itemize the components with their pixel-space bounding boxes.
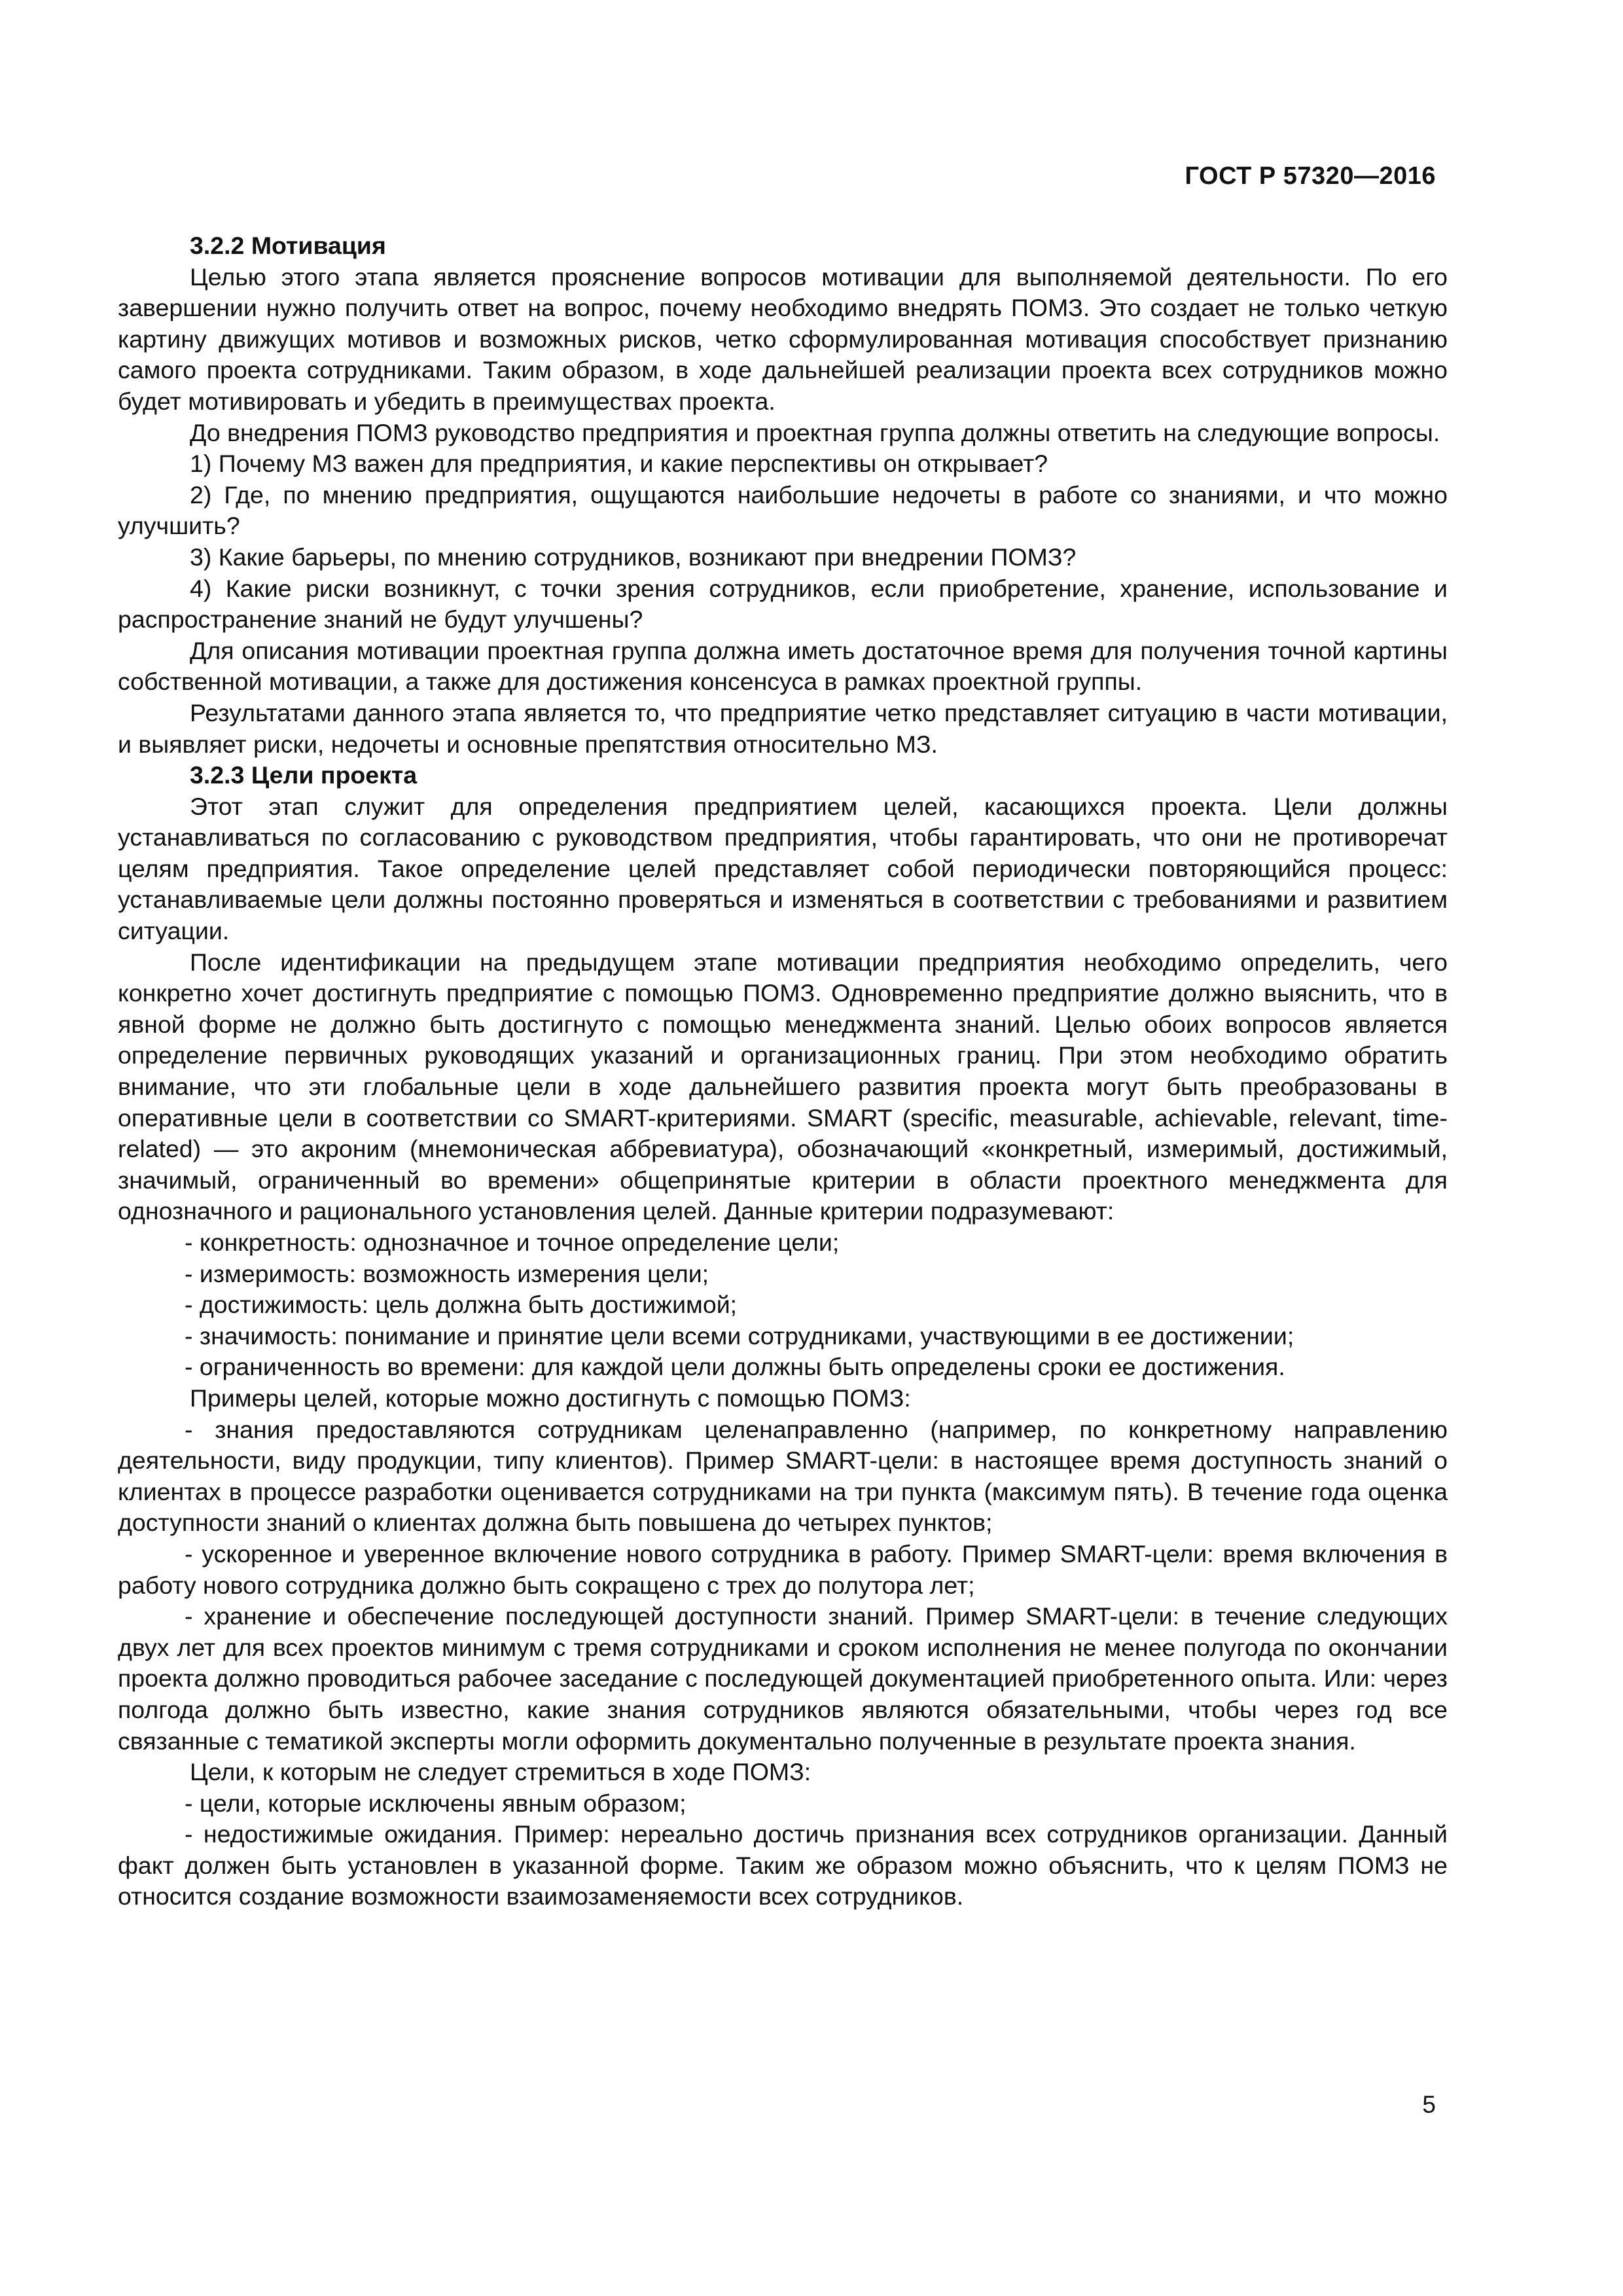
paragraph: После идентификации на предыдущем этапе мотивации предприятия необходимо определить, чего конкретно хочет достигнуть предприятие с помощью ПОМЗ. Одновременно предприятие должно выяснить, что в явной форме не должно быть достигнуто с помощью менеджмента знаний. Целью обоих вопросов является определение первичных руководящих указаний и организационных границ. При этом необходимо обратить внимание, что эти глобальные цели в ходе дальнейшего развития проекта могут быть преобразованы в оперативные цели в соответствии со SMART-критериями. SMART (specific, measurable, achievable, relevant, time-related) — это акроним (мнемоническая аббревиатура), обозначающий «конкретный, измеримый, достижимый, значимый, ограниченный во времени» общепринятые критерии в области проектного менеджмента для однозначного и рационального установления целей. Данные критерии подразумевают:	[118, 948, 1448, 1225]
paragraph: Этот этап служит для определения предприятием целей, касающихся проекта. Цели должны устанавливаться по согласованию с руководством предприятия, чтобы гарантировать, что они не противоречат целям предприятия. Такое определение целей представляет собой периодически повторяющийся процесс: устанавливаемые цели должны постоянно проверяться и изменяться в соответствии с требованиями и развитием ситуации.	[118, 792, 1448, 945]
page-number: 5	[1422, 2091, 1436, 2118]
dash-list-item: - недостижимые ожидания. Пример: нереально достичь признания всех сотрудников организации. Данный факт должен быть установлен в указанной форме. Таким же образом можно объяснить, что к целям ПОМЗ не относится создание возможности взаимозаменяемости всех сотрудников.	[118, 1820, 1448, 1910]
dash-list-item: - измеримость: возможность измерения цели;	[185, 1259, 709, 1287]
dash-list-item: - цели, которые исключены явным образом;	[185, 1789, 687, 1817]
paragraph: Результатами данного этапа является то, что предприятие четко представляет ситуацию в части мотивации, и выявляет риски, недочеты и основные препятствия относительно МЗ.	[118, 698, 1448, 758]
paragraph: До внедрения ПОМЗ руководство предприятия и проектная группа должны ответить на следующие вопросы.	[190, 418, 1440, 446]
dash-list-item: - хранение и обеспечение последующей доступности знаний. Пример SMART-цели: в течение следующих двух лет для всех проектов минимум с тремя сотрудниками и сроком исполнения не менее полугода по окончании проекта должно проводиться рабочее заседание с последующей документацией приобретенного опыта. Или: через полгода должно быть известно, какие знания сотрудников являются обязательными, чтобы через год все связанные с тематикой эксперты могли оформить документально полученные в результате проекта знания.	[118, 1602, 1448, 1755]
dash-list-item: - значимость: понимание и принятие цели всеми сотрудниками, участвующими в ее достижении;	[185, 1321, 1294, 1350]
section-heading: 3.2.3 Цели проекта	[190, 761, 418, 789]
numbered-item: 1) Почему МЗ важен для предприятия, и какие перспективы он открывает?	[190, 450, 1048, 478]
dash-list-item: - ускоренное и уверенное включение нового сотрудника в работу. Пример SMART-цели: время включения в работу нового сотрудника должно быть сокращено с трех до полутора лет;	[118, 1539, 1448, 1599]
paragraph: Для описания мотивации проектная группа должна иметь достаточное время для получения точной картины собственной мотивации, а также для достижения консенсуса в рамках проектной группы.	[118, 636, 1448, 696]
paragraph: Целью этого этапа является прояснение вопросов мотивации для выполняемой деятельности. По его завершении нужно получить ответ на вопрос, почему необходимо внедрять ПОМЗ. Это создает не только четкую картину движущих мотивов и возможных рисков, четко сформулированная мотивация способствует признанию самого проекта сотрудниками. Таким образом, в ходе дальнейшей реализации проекта всех сотрудников можно будет мотивировать и убедить в преимуществах проекта.	[118, 262, 1448, 415]
document-body	[118, 230, 1448, 1912]
numbered-item: 4) Какие риски возникнут, с точки зрения сотрудников, если приобретение, хранение, использование и распространение знаний не будут улучшены?	[118, 574, 1448, 634]
numbered-item: 2) Где, по мнению предприятия, ощущаются наибольшие недочеты в работе со знаниями, и что можно улучшить?	[118, 480, 1448, 540]
dash-list-item: - ограниченность во времени: для каждой цели должны быть определены сроки ее достижения.	[185, 1353, 1285, 1381]
dash-list-item: - конкретность: однозначное и точное определение цели;	[185, 1229, 840, 1256]
paragraph: Цели, к которым не следует стремиться в ходе ПОМЗ:	[190, 1758, 812, 1786]
numbered-item: 3) Какие барьеры, по мнению сотрудников, возникают при внедрении ПОМЗ?	[190, 543, 1077, 571]
section-heading: 3.2.2 Мотивация	[190, 232, 386, 259]
paragraph: Примеры целей, которые можно достигнуть с помощью ПОМЗ:	[190, 1384, 911, 1412]
dash-list-item: - достижимость: цель должна быть достижимой;	[185, 1291, 738, 1319]
standard-id-header: ГОСТ Р 57320—2016	[1185, 162, 1436, 190]
dash-list-item: - знания предоставляются сотрудникам целенаправленно (например, по конкретному направлению деятельности, виду продукции, типу клиентов). Пример SMART-цели: в настоящее время доступность знаний о клиентах в процессе разработки оценивается сотрудниками на три пункта (максимум пять). В течение года оценка доступности знаний о клиентах должна быть повышена до четырех пунктов;	[118, 1415, 1448, 1537]
